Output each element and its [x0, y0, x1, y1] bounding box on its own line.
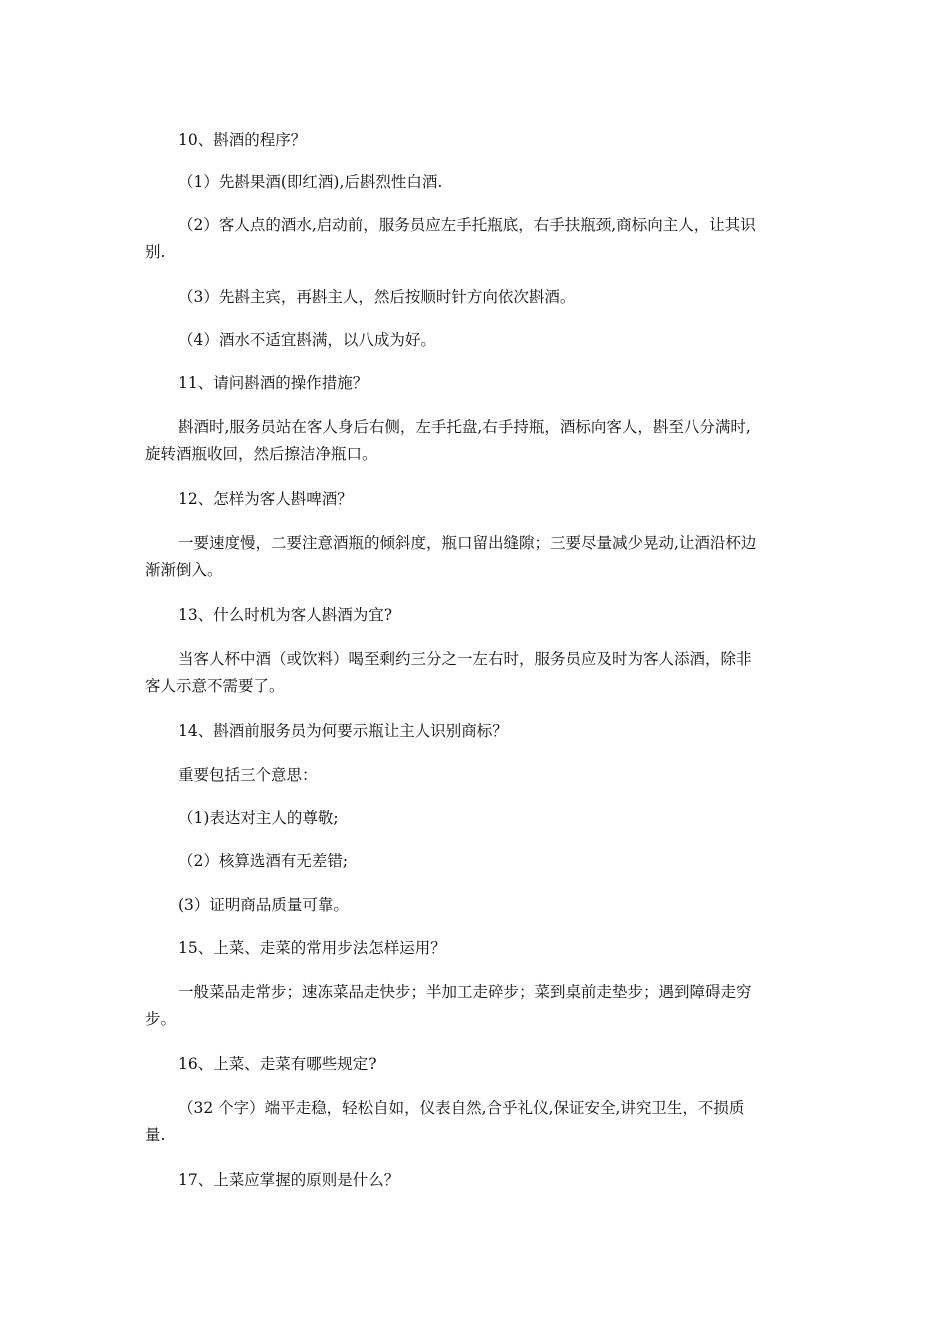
answer-16-line-2: 量. [145, 1126, 166, 1144]
answer-12-line-1: 一要速度慢，二要注意酒瓶的倾斜度，瓶口留出缝隙；三要尽量减少晃动,让酒沿杯边 [178, 534, 757, 552]
answer-14-intro: 重要包括三个意思： [178, 766, 318, 784]
answer-11-line-1: 斟酒时,服务员站在客人身后右侧，左手托盘,右手持瓶，酒标向客人，斟至八分满时, [178, 418, 751, 436]
answer-15-line-2: 步。 [145, 1010, 177, 1028]
question-10: 10、斟酒的程序？ [178, 131, 307, 149]
document-page [145, 0, 810, 1344]
answer-16 [145, 1095, 810, 1149]
question-12: 12、怎样为客人斟啤酒？ [178, 490, 353, 508]
answer-15 [145, 979, 810, 1033]
answer-11 [145, 414, 810, 468]
question-16: 16、上菜、走菜有哪些规定? [178, 1055, 377, 1073]
question-17: 17、上菜应掌握的原则是什么？ [178, 1171, 400, 1189]
answer-15-line-1: 一般菜品走常步；速冻菜品走快步；半加工走碎步；菜到桌前走垫步；遇到障碍走穷 [178, 983, 752, 1001]
question-14: 14、斟酒前服务员为何要示瓶让主人识别商标？ [178, 722, 508, 740]
question-13: 13、什么时机为客人斟酒为宜? [178, 606, 393, 624]
answer-10-item-1: （1）先斟果酒(即红酒),后斟烈性白酒. [178, 173, 443, 191]
answer-14-item-1: （1)表达对主人的尊敬; [178, 809, 339, 827]
answer-14-item-2: （2）核算选酒有无差错; [178, 852, 349, 870]
answer-13 [145, 646, 810, 700]
answer-12-line-2: 渐渐倒入。 [145, 561, 223, 579]
answer-12 [145, 530, 810, 584]
answer-11-line-2: 旋转酒瓶收回，然后擦洁净瓶口。 [145, 445, 378, 463]
answer-13-line-1: 当客人杯中酒（或饮料）喝至剩约三分之一左右时，服务员应及时为客人添酒，除非 [178, 650, 752, 668]
answer-10-item-3: （3）先斟主宾，再斟主人，然后按顺时针方向依次斟酒。 [178, 288, 576, 306]
answer-10-item-2-line-2: 别. [145, 243, 166, 261]
answer-14-item-3: (3）证明商品质量可靠。 [178, 896, 349, 914]
answer-16-line-1: （32 个字）端平走稳，轻松自如，仪表自然,合乎礼仪,保证安全,讲究卫生，不损质 [178, 1099, 745, 1117]
answer-10-item-2 [145, 212, 810, 266]
answer-13-line-2: 客人示意不需要了。 [145, 677, 285, 695]
question-15: 15、上菜、走菜的常用步法怎样运用？ [178, 939, 446, 957]
question-11: 11、请问斟酒的操作措施？ [178, 374, 369, 392]
answer-10-item-4: （4）酒水不适宜斟满，以八成为好。 [178, 331, 436, 349]
answer-10-item-2-line-1: （2）客人点的酒水,启动前，服务员应左手托瓶底，右手扶瓶颈,商标向主人，让其识 [178, 216, 756, 234]
